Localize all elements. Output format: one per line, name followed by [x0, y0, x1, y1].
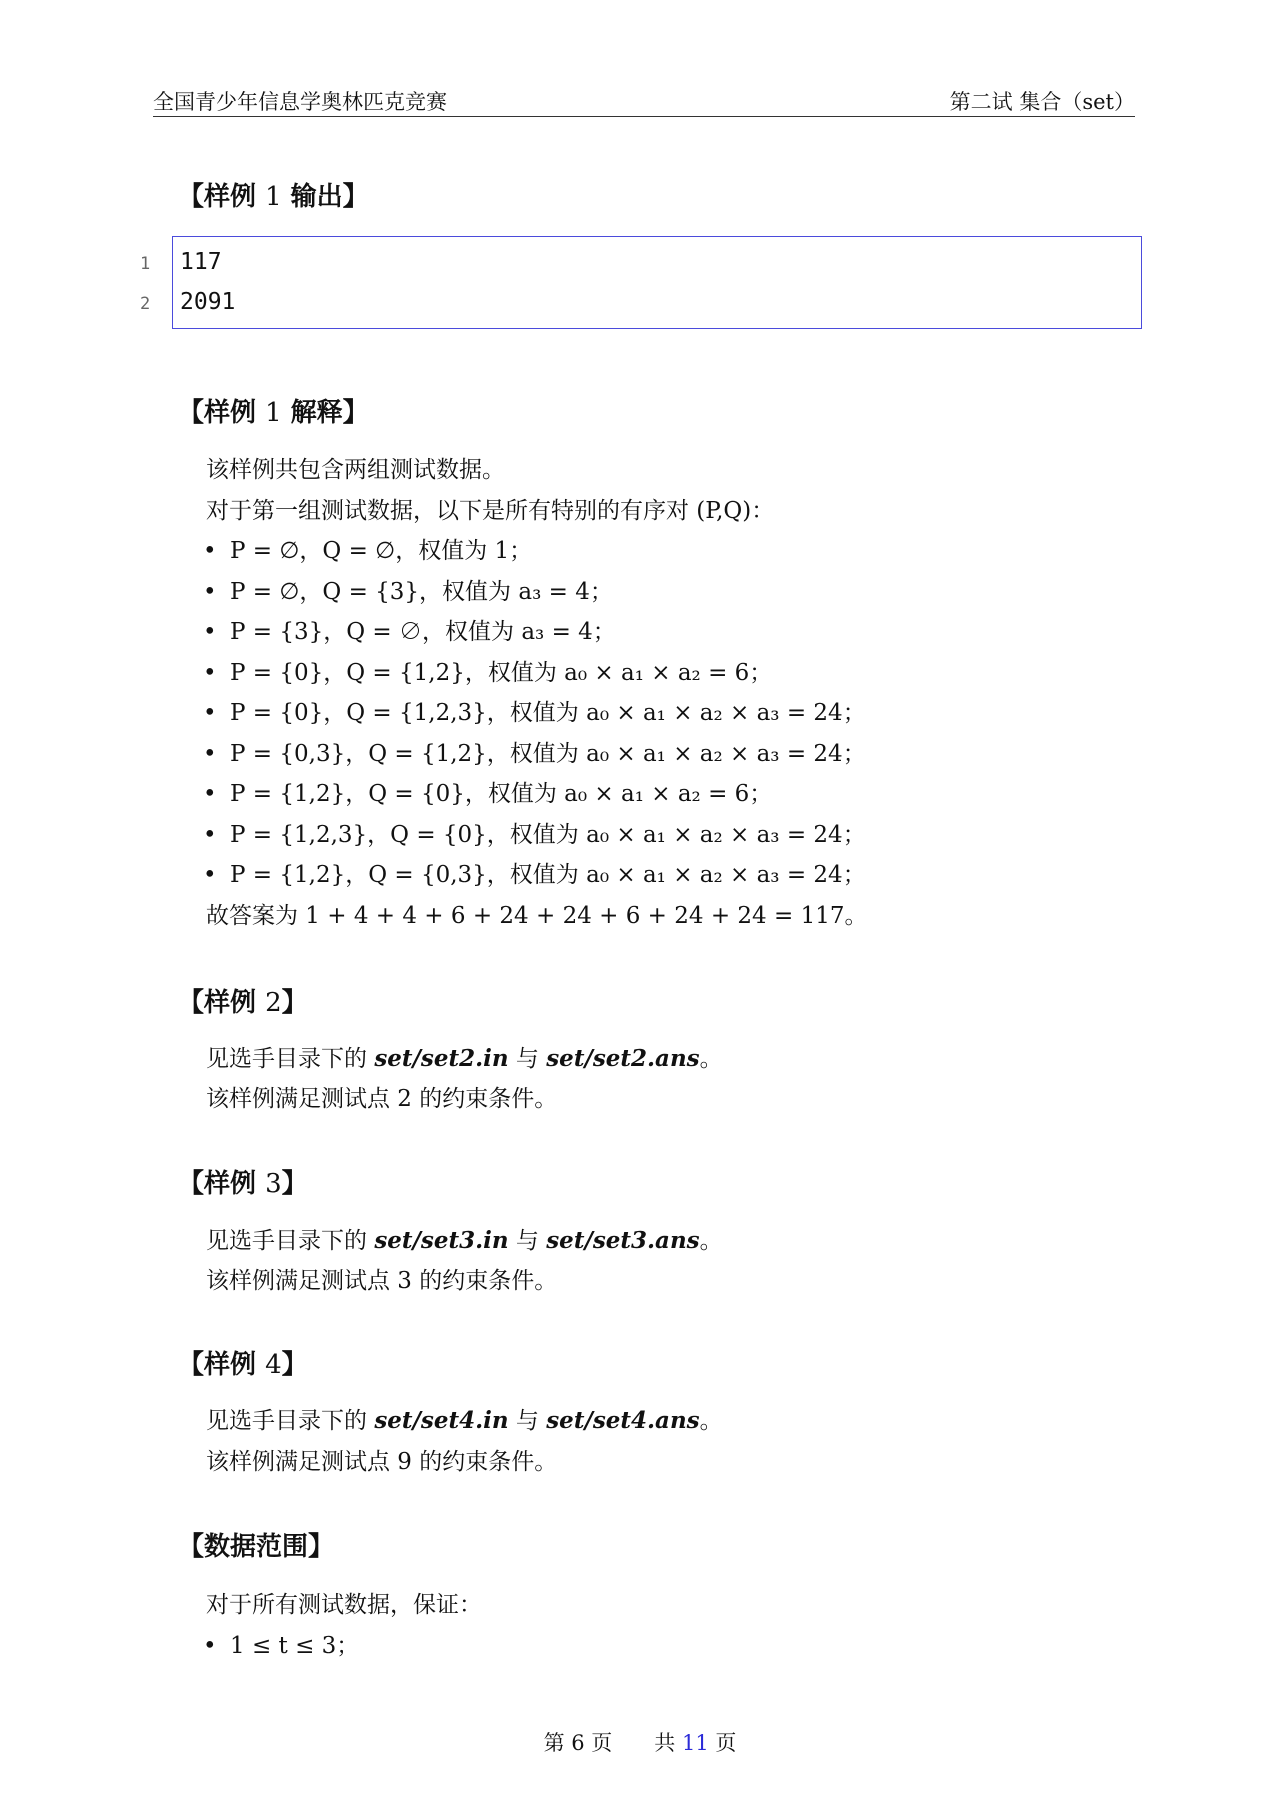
- data-range-heading: 【数据范围】: [178, 1532, 335, 1562]
- list-item: • P = ∅，Q = {3}，权值为 a₃ = 4；: [203, 579, 613, 605]
- page-header: [153, 84, 1135, 117]
- page-footer: 第 6 页 共 11 页: [543, 1731, 737, 1755]
- code-line-number: 1: [140, 254, 151, 274]
- list-item: • P = {0}，Q = {1,2}，权值为 a₀ × a₁ × a₂ = 6；: [203, 660, 773, 686]
- code-line: 2091: [180, 289, 236, 315]
- total-pages-link[interactable]: 11: [681, 1731, 709, 1755]
- sample3-heading: 【样例 3】: [178, 1169, 308, 1199]
- list-item: • P = {1,2}，Q = {0}，权值为 a₀ × a₁ × a₂ = 6；: [203, 781, 773, 807]
- file-name: set/set3.in: [374, 1227, 509, 1254]
- list-item: • P = ∅，Q = ∅，权值为 1；: [203, 538, 533, 564]
- file-name: set/set2.in: [374, 1045, 509, 1072]
- paragraph: 见选手目录下的 set/set3.in 与 set/set3.ans。: [206, 1227, 723, 1254]
- list-item: • P = {0}，Q = {1,2,3}，权值为 a₀ × a₁ × a₂ × a₃ = 24；: [203, 700, 866, 726]
- paragraph: 对于所有测试数据，保证：: [206, 1592, 482, 1618]
- header-contest-name: 全国青少年信息学奥林匹克竞赛: [153, 90, 447, 114]
- paragraph: 该样例满足测试点 9 的约束条件。: [206, 1449, 558, 1475]
- conclusion-text: 故答案为 1 + 4 + 4 + 6 + 24 + 24 + 6 + 24 + 24 = 117。: [206, 903, 868, 929]
- sample2-heading: 【样例 2】: [178, 988, 308, 1018]
- paragraph: 该样例共包含两组测试数据。: [206, 457, 505, 483]
- paragraph: 见选手目录下的 set/set4.in 与 set/set4.ans。: [206, 1407, 723, 1434]
- list-item: • P = {0,3}，Q = {1,2}，权值为 a₀ × a₁ × a₂ × a₃ = 24；: [203, 741, 866, 767]
- sample4-heading: 【样例 4】: [178, 1350, 308, 1380]
- file-name: set/set4.ans: [546, 1407, 700, 1434]
- file-name: set/set4.in: [374, 1407, 509, 1434]
- page-number: 第 6 页: [543, 1731, 613, 1755]
- code-line-number: 2: [140, 294, 151, 314]
- list-item: • P = {3}，Q = ∅，权值为 a₃ = 4；: [203, 619, 616, 645]
- paragraph: 见选手目录下的 set/set2.in 与 set/set2.ans。: [206, 1045, 723, 1072]
- header-problem-name: 第二试 集合（set）: [949, 90, 1135, 114]
- file-name: set/set3.ans: [546, 1227, 700, 1254]
- sample1-explain-heading: 【样例 1 解释】: [178, 398, 369, 428]
- paragraph: 对于第一组测试数据，以下是所有特别的有序对 (P,Q)：: [206, 498, 775, 524]
- paragraph: 该样例满足测试点 3 的约束条件。: [206, 1268, 558, 1294]
- code-line: 117: [180, 249, 222, 275]
- list-item: • P = {1,2}，Q = {0,3}，权值为 a₀ × a₁ × a₂ × a₃ = 24；: [203, 862, 866, 888]
- paragraph: 该样例满足测试点 2 的约束条件。: [206, 1086, 558, 1112]
- sample1-output-code-block: [172, 236, 1142, 329]
- sample1-output-heading: 【样例 1 输出】: [178, 182, 369, 212]
- list-item: • 1 ≤ t ≤ 3；: [203, 1633, 360, 1659]
- list-item: • P = {1,2,3}，Q = {0}，权值为 a₀ × a₁ × a₂ × a₃ = 24；: [203, 822, 866, 848]
- file-name: set/set2.ans: [546, 1045, 700, 1072]
